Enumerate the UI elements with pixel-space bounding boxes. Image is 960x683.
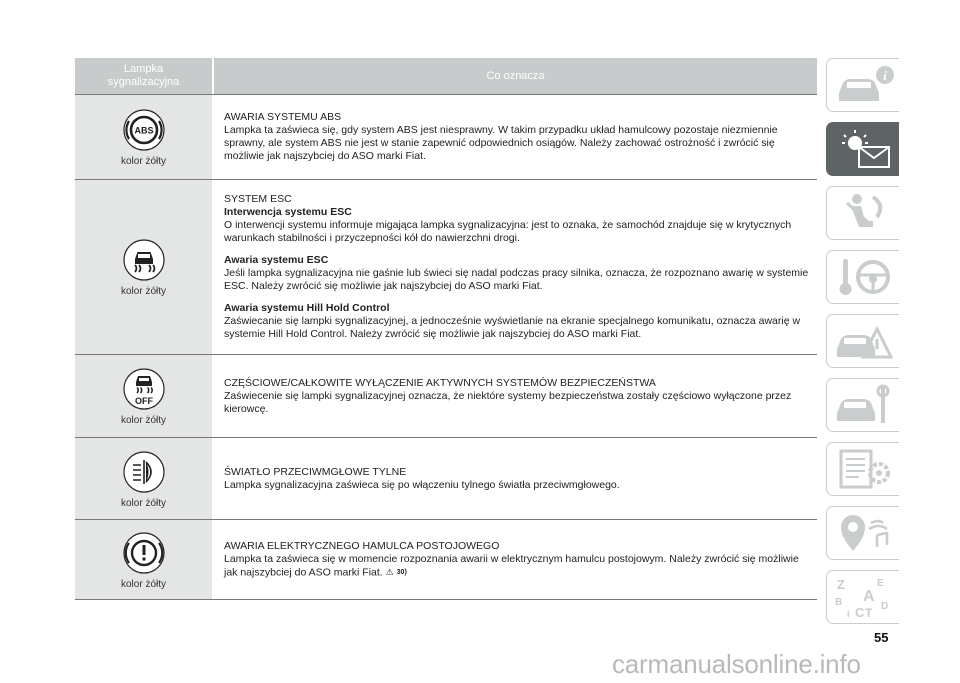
section-text: O interwencji systemu informuje migająca lampka sygnalizacyjna: jest to oznaka, że samochód znajduje się w krytycznych warunkach stabilności i przyczepności kół do nawierzchni drogi.: [224, 219, 792, 244]
index-letter: C: [855, 605, 865, 619]
lamp-color-label: kolor żółty: [120, 286, 166, 297]
warning-triangle-icon: ⚠: [385, 567, 394, 578]
table-row: [75, 355, 817, 438]
page-number: 55: [874, 630, 889, 645]
section-text: Jeśli lampka sygnalizacyjna nie gaśnie lub świeci się nadal podczas pracy silnika, oznacza, że rozpoznano awarię w systemie ESC. Należy zwrócić się możliwie jak najszybciej do ASO marki Fiat.: [224, 267, 809, 292]
section-heading: Interwencja systemu ESC: [224, 206, 352, 218]
table-row: [75, 520, 817, 600]
meaning-cell: [212, 355, 817, 437]
esc-off-icon: [121, 366, 167, 412]
seat-safety-icon[interactable]: [826, 186, 899, 240]
row-title: SYSTEM ESC: [224, 193, 292, 205]
meaning-cell: [212, 95, 817, 179]
index-letter: Z: [837, 577, 845, 592]
lamp-cell: [75, 520, 212, 599]
section-heading: Awaria systemu ESC: [224, 254, 329, 266]
header-lamp-column: [75, 58, 212, 94]
table-row: [75, 95, 817, 180]
car-emergency-icon[interactable]: [826, 314, 899, 368]
key-steering-wheel-icon[interactable]: [826, 250, 899, 304]
svg-text:i: i: [883, 68, 887, 83]
index-letters-icon[interactable]: [826, 570, 899, 624]
row-title: AWARIA SYSTEMU ABS: [224, 111, 342, 123]
abs-icon-text: ABS: [133, 125, 154, 136]
rear-fog-light-icon: [121, 449, 167, 495]
table-row: [75, 180, 817, 355]
row-text: Lampka ta zaświeca się, gdy system ABS jest niesprawny. W takim przypadku układ hamulcowy pozostaje niezmiennie sprawny, ale system ABS nie jest w stanie zapewnić odpowiednich osiągów. Należy zachować ostrożność i zwrócić się możliwie jak najszybciej do ASO marki Fiat.: [224, 124, 778, 162]
index-letter: D: [881, 601, 889, 612]
lamp-color-label: kolor żółty: [120, 578, 166, 590]
header-lamp-line1: Lampka: [123, 63, 164, 75]
header-meaning-column: Co oznacza: [214, 58, 817, 94]
chapter-tabs: [826, 58, 900, 634]
row-title: ŚWIATŁO PRZECIWMGŁOWE TYLNE: [224, 465, 407, 478]
lamp-cell: [75, 355, 212, 437]
esc-icon: [121, 237, 167, 283]
warning-lights-table: [75, 58, 817, 600]
warning-light-message-icon[interactable]: [826, 122, 899, 176]
off-icon-text: OFF: [134, 396, 153, 406]
index-letter: A: [863, 588, 875, 605]
electric-parking-brake-icon: [121, 530, 167, 576]
abs-warning-icon: [121, 107, 167, 153]
lamp-color-label: kolor żółty: [120, 497, 166, 509]
row-title: CZĘŚCIOWE/CAŁKOWITE WYŁĄCZENIE AKTYWNYCH SYSTEMÓW BEZPIECZEŃSTWA: [224, 376, 656, 389]
note-reference[interactable]: 30): [396, 568, 407, 576]
lamp-cell: [75, 438, 212, 519]
car-maintenance-icon[interactable]: [826, 378, 899, 432]
index-letter: T: [865, 606, 873, 619]
car-info-icon[interactable]: [826, 58, 899, 112]
index-letter: I: [847, 609, 850, 619]
multimedia-icon[interactable]: [826, 506, 899, 560]
header-lamp-line2: sygnalizacyjna: [107, 76, 180, 88]
meaning-cell: [212, 180, 817, 354]
index-letter: B: [835, 597, 843, 608]
table-header: [75, 58, 817, 95]
row-text-wrap: [224, 553, 811, 579]
row-title: AWARIA ELEKTRYCZNEGO HAMULCA POSTOJOWEGO: [224, 539, 500, 552]
meaning-cell: [212, 438, 817, 519]
section-text: Zaświecanie się lampki sygnalizacyjnej, a jednocześnie wyświetlanie na ekranie specjalnego komunikatu, oznacza awarię w systemie Hill Hold Control. Należy zwrócić się możliwie jak najszybciej do ASO marki Fiat.: [224, 315, 801, 340]
index-letter: E: [877, 578, 884, 589]
watermark: carmanualsonline.info: [612, 649, 861, 679]
specifications-icon[interactable]: [826, 442, 899, 496]
row-text: Zaświecenie się lampki sygnalizacyjnej oznacza, że niektóre systemy bezpieczeństwa zostały częściowo wyłączone przez kierowcę.: [224, 389, 792, 415]
lamp-color-label: kolor żółty: [120, 415, 166, 426]
row-text: Lampka sygnalizacyjna zaświeca się po włączeniu tylnego światła przeciwmgłowego.: [224, 478, 620, 491]
row-text: Lampka ta zaświeca się w momencie rozpoznania awarii w elektrycznym hamulcu postojowym. Należy zwrócić się możliwie jak najszybciej do ASO marki Fiat.: [224, 552, 799, 579]
lamp-color-label: kolor żółty: [120, 156, 166, 167]
lamp-cell: [75, 95, 212, 179]
section-heading: Awaria systemu Hill Hold Control: [224, 302, 390, 314]
meaning-cell: [212, 520, 817, 599]
table-row: [75, 438, 817, 520]
lamp-cell: [75, 180, 212, 354]
